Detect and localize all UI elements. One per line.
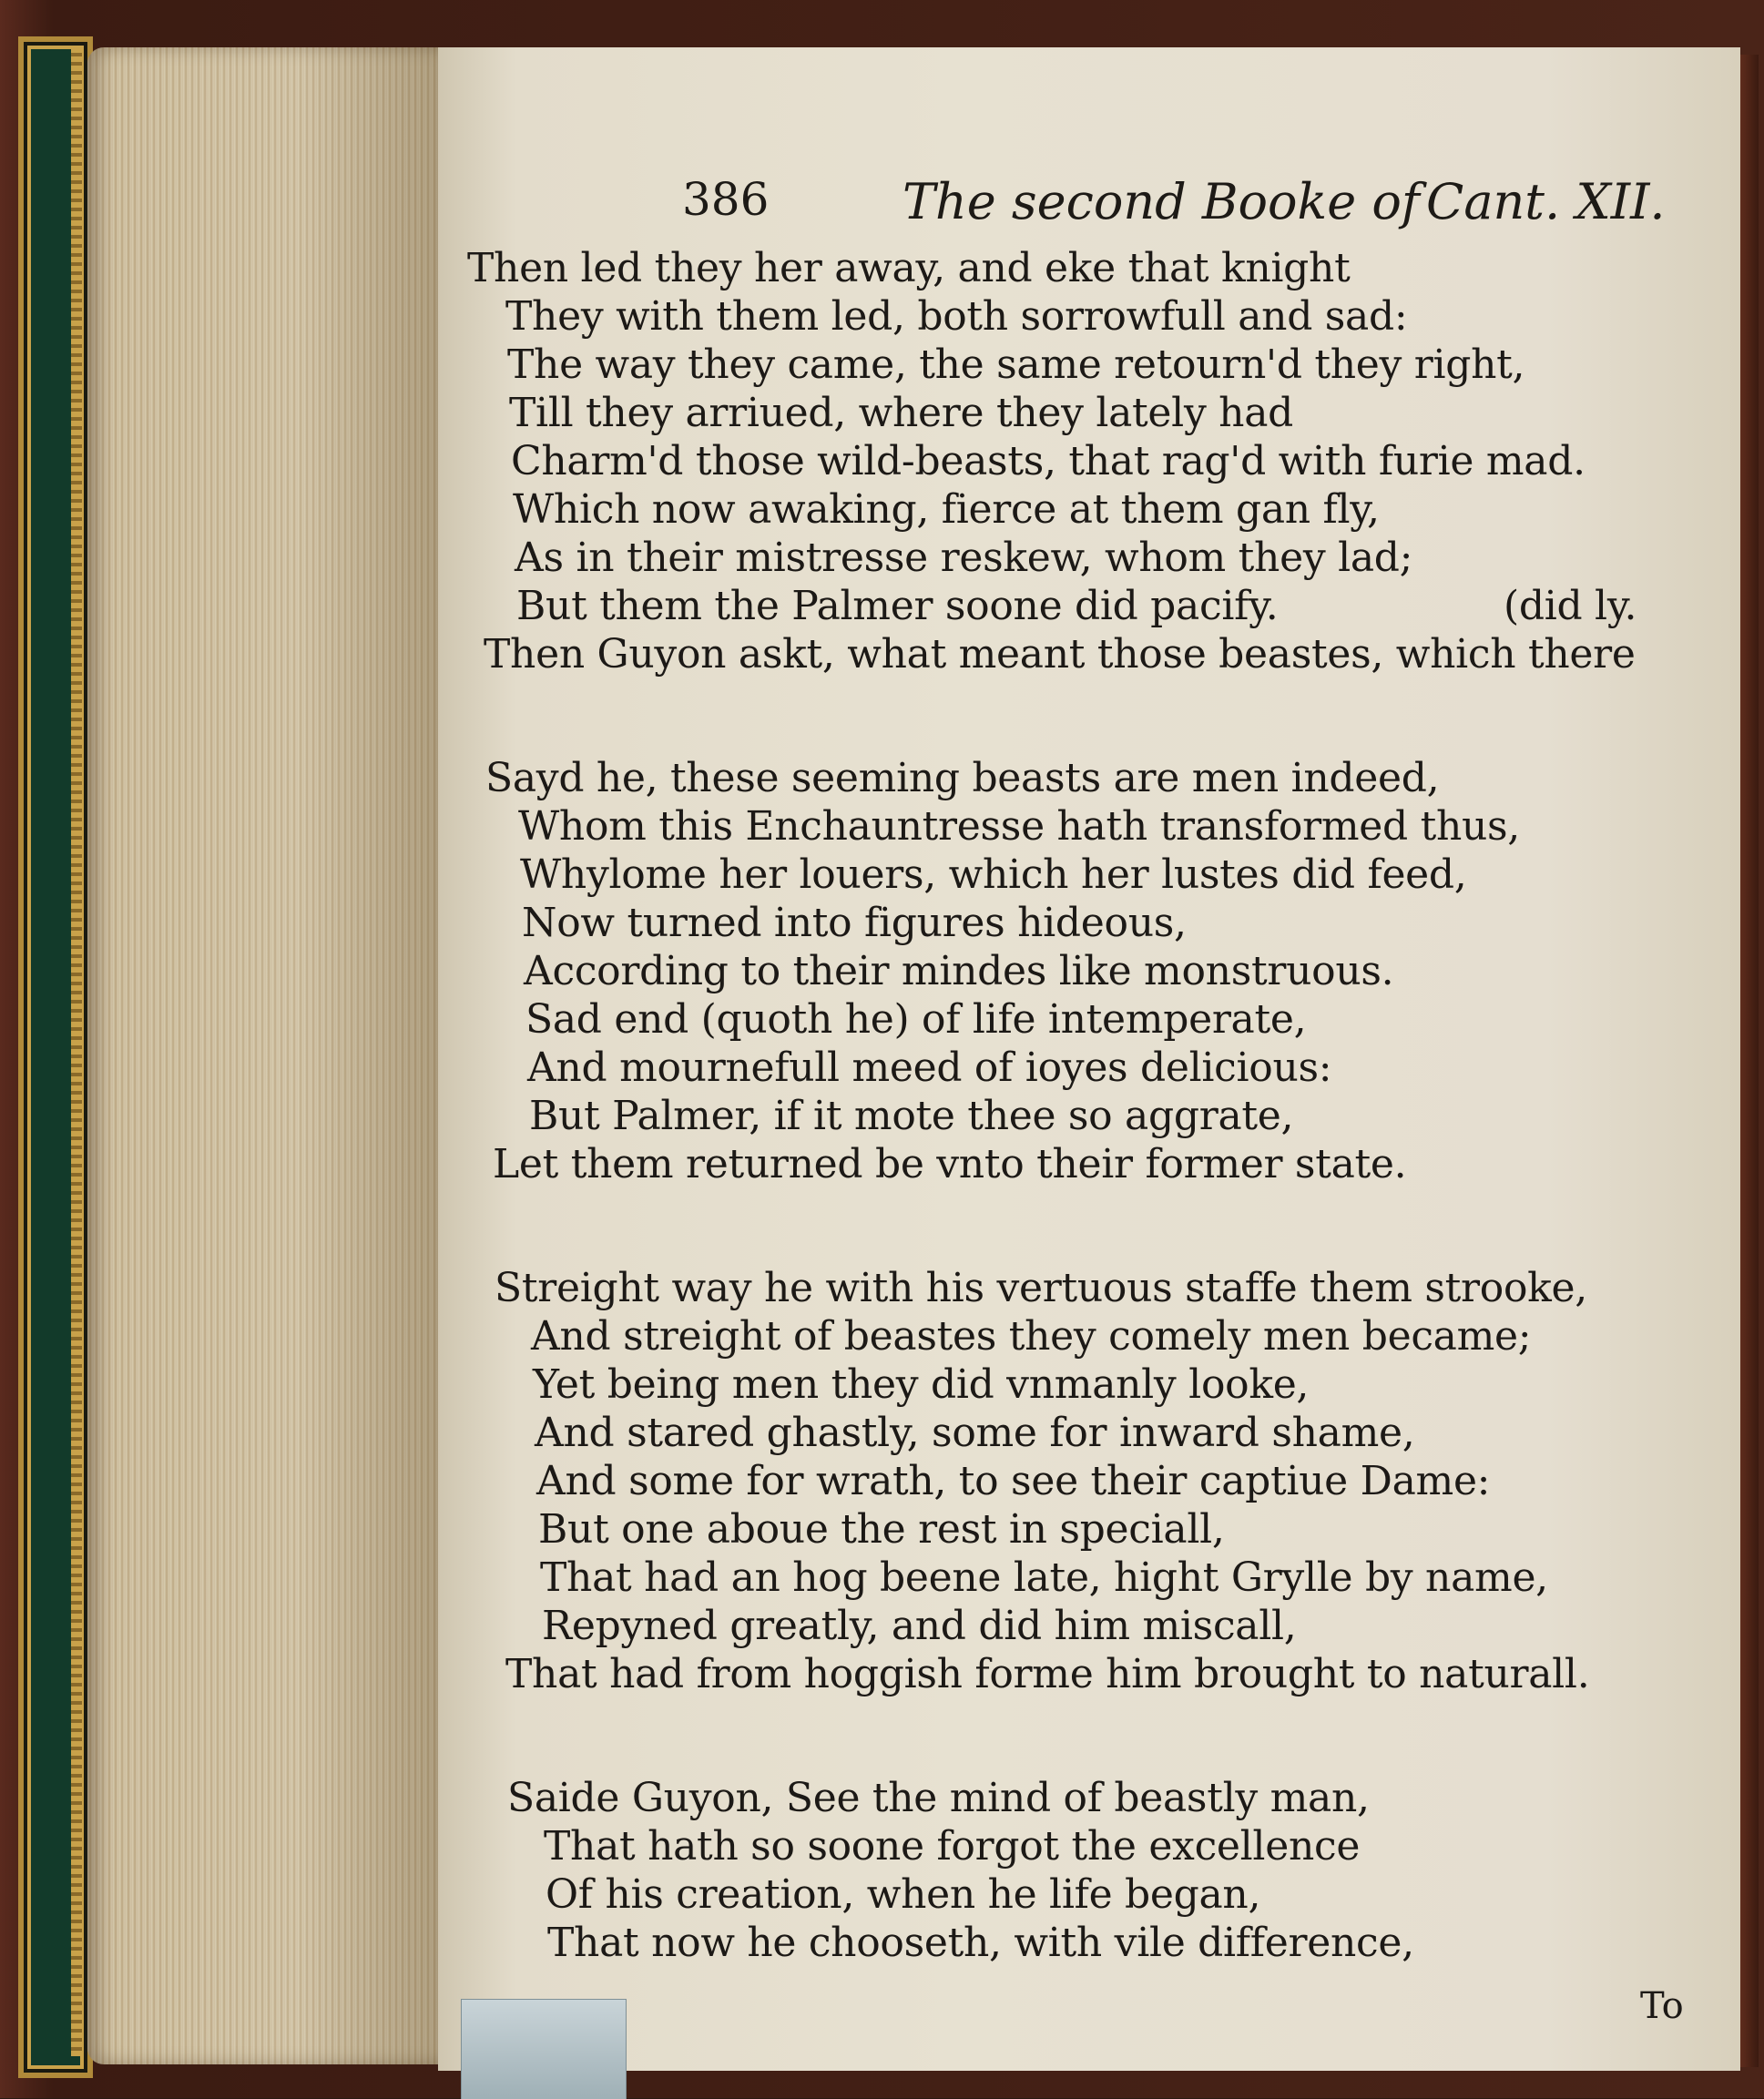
verse-line: Till they arriued, where they lately had xyxy=(509,390,1294,436)
verse-line: Whom this Enchauntresse hath transformed thus, xyxy=(518,803,1520,850)
verse-line: As in their mistresse reskew, whom they lad; xyxy=(515,535,1413,581)
verse-line: But Palmer, if it mote thee so aggrate, xyxy=(529,1093,1294,1139)
verse-line: Sayd he, these seeming beasts are men indeed, xyxy=(485,755,1440,801)
verse-line: That hath so soone forgot the excellence xyxy=(544,1823,1361,1870)
book-page xyxy=(438,47,1740,2071)
gilt-border xyxy=(71,47,82,2056)
verse-line: Let them returned be vnto their former state. xyxy=(493,1141,1407,1187)
verse-line: The way they came, the same retourn'd they right, xyxy=(507,341,1525,388)
catchword: To xyxy=(1640,1985,1684,2027)
page-header xyxy=(438,173,1740,237)
verse-line: According to their mindes like monstruous. xyxy=(524,948,1394,994)
verse-line: That had from hoggish forme him brought to naturall. xyxy=(505,1651,1590,1697)
running-title: The second Booke of xyxy=(902,173,1420,230)
verse-line: That had an hog beene late, hight Grylle by name, xyxy=(540,1554,1548,1601)
verse-line: But them the Palmer soone did pacify. xyxy=(516,583,1279,629)
verse-line: They with them led, both sorrowfull and sad: xyxy=(505,293,1408,340)
canto-label: Cant. XII. xyxy=(1426,173,1666,230)
verse-line: Saide Guyon, See the mind of beastly man, xyxy=(507,1775,1370,1821)
verse-line: Sad end (quoth he) of life intemperate, xyxy=(525,996,1307,1043)
page-number: 386 xyxy=(682,173,770,226)
verse-line: Then led they her away, and eke that knight xyxy=(467,245,1351,291)
verse-line: Streight way he with his vertuous staffe them strooke, xyxy=(495,1265,1587,1311)
verse-line: And streight of beastes they comely men became; xyxy=(531,1313,1532,1360)
verse-line: And stared ghastly, some for inward shame, xyxy=(535,1410,1415,1456)
verse-line: Now turned into figures hideous, xyxy=(522,900,1187,946)
page-holder-clip xyxy=(461,1999,627,2099)
verse-line: Whylome her louers, which her lustes did feed, xyxy=(520,851,1467,898)
verse-line: Of his creation, when he life began, xyxy=(546,1871,1261,1918)
verse-line: That now he chooseth, with vile difference, xyxy=(547,1920,1414,1966)
page-edges-shade xyxy=(87,47,438,2064)
verse-line: And some for wrath, to see their captiue Dame: xyxy=(536,1458,1491,1504)
verse-line: Repyned greatly, and did him miscall, xyxy=(542,1603,1297,1649)
verse-line: Then Guyon askt, what meant those beastes, which there xyxy=(484,631,1636,678)
verse-line: But one aboue the rest in speciall, xyxy=(538,1506,1225,1553)
verse-line: And mournefull meed of ioyes delicious: xyxy=(527,1044,1332,1091)
verse-line: Which now awaking, fierce at them gan fly, xyxy=(513,486,1380,533)
verse-line: Charm'd those wild-beasts, that rag'd with furie mad. xyxy=(511,438,1586,484)
turnover-line: (did ly. xyxy=(1504,583,1637,629)
verse-line: Yet being men they did vnmanly looke, xyxy=(533,1361,1310,1408)
